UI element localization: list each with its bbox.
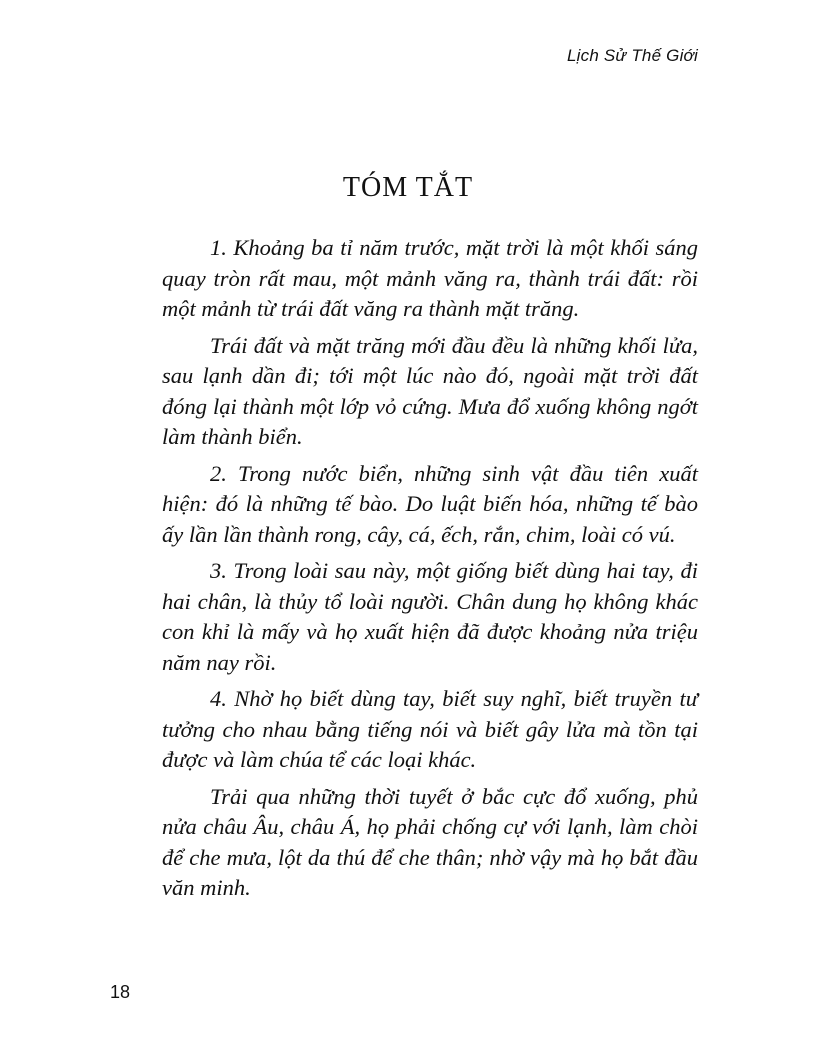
paragraph-2: Trái đất và mặt trăng mới đầu đều là những khối lửa, sau lạnh dần đi; tới một lúc nào đó, ngoài mặt trời đất đóng lại thành một lớp vỏ cứng. Mưa đổ xuống không ngớt làm thành biển. xyxy=(162,332,698,449)
body-text xyxy=(162,233,698,910)
paragraph-4: 3. Trong loài sau này, một giống biết dùng hai tay, đi hai chân, là thủy tổ loài người. Chân dung họ không khác con khỉ là mấy và họ xuất hiện đã được khoảng nửa triệu năm nay rồi. xyxy=(162,558,698,675)
chapter-title: TÓM TẮT xyxy=(342,172,474,203)
paragraph-6: Trải qua những thời tuyết ở bắc cực đổ xuống, phủ nửa châu Âu, châu Á, họ phải chống cự với lạnh, làm chòi để che mưa, lột da thú để che thân; nhờ vậy mà họ bắt đầu văn minh. xyxy=(162,783,698,900)
page-number: 18 xyxy=(110,982,131,1002)
paragraph-5: 4. Nhờ họ biết dùng tay, biết suy nghĩ, biết truyền tư tưởng cho nhau bằng tiếng nói và biết gây lửa mà tồn tại được và làm chúa tể các loại khác. xyxy=(162,686,698,772)
paragraph-3: 2. Trong nước biển, những sinh vật đầu tiên xuất hiện: đó là những tế bào. Do luật biến hóa, những tế bào ấy lần lần thành rong, cây, cá, ếch, rắn, chim, loài có vú. xyxy=(162,460,698,547)
paragraph-1: 1. Khoảng ba tỉ năm trước, mặt trời là một khối sáng quay tròn rất mau, một mảnh văng ra, thành trái đất: rồi một mảnh từ trái đất văng ra thành mặt trăng. xyxy=(162,235,698,321)
running-header: Lịch Sử Thế Giới xyxy=(566,46,698,65)
